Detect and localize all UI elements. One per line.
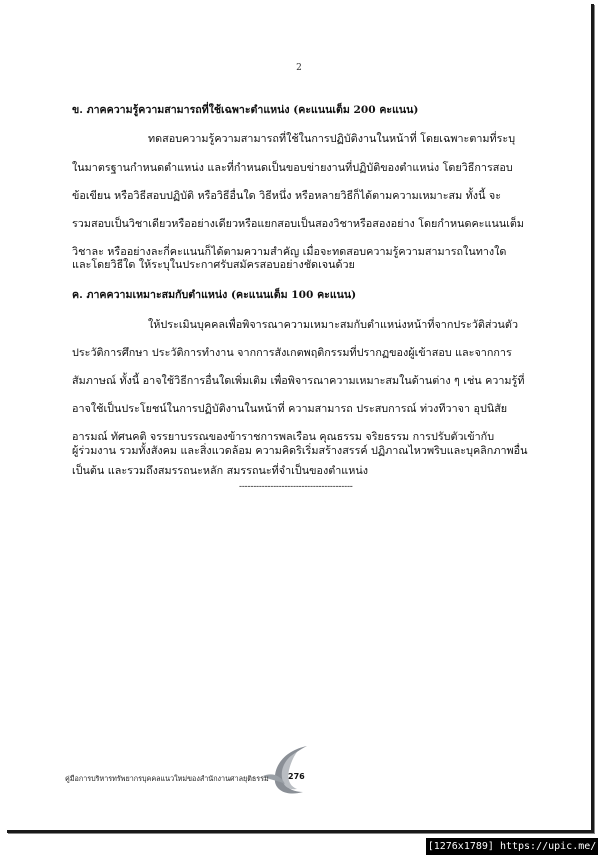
section-c-line: ประวัติการศึกษา ประวัติการทำงาน จากการสังเกตพฤติกรรมที่ปรากฏของผู้เข้าสอบ และจากการ bbox=[72, 346, 512, 359]
end-divider: ---------------------------------------- bbox=[239, 482, 353, 492]
section-b-line: และโดยวิธีใด ให้ระบุในประกาศรับสมัครสอบอย่างชัดเจนด้วย bbox=[72, 258, 355, 271]
section-c-line: ผู้ร่วมงาน รวมทั้งสังคม และสิ่งแวดล้อม ความคิดริเริ่มสร้างสรรค์ ปฏิภาณไหวพริบและบุคลิกภาพอื่น bbox=[72, 444, 528, 457]
section-c-heading: ค. ภาคความเหมาะสมกับตำแหน่ง (คะแนนเต็ม 100 คะแนน) bbox=[72, 289, 357, 301]
section-b-line: ทดสอบความรู้ความสามารถที่ใช้ในการปฏิบัติงานในหน้าที่ โดยเฉพาะตามที่ระบุ bbox=[148, 132, 516, 145]
section-b-line: ในมาตรฐานกำหนดตำแหน่ง และที่กำหนดเป็นขอบข่ายงานที่ปฏิบัติของตำแหน่ง โดยวิธีการสอบ bbox=[72, 161, 513, 174]
footer-title: คู่มือการบริหารทรัพยากรบุคคลแนวใหม่ของสำนักงานศาลยุติธรรม bbox=[65, 774, 269, 783]
watermark-label: [1276x1789] https://upic.me/ bbox=[426, 838, 598, 855]
footer-page-number: 276 bbox=[288, 772, 305, 781]
section-c-line: อาจใช้เป็นประโยชน์ในการปฏิบัติงานในหน้าที่ ความสามารถ ประสบการณ์ ท่วงทีวาจา อุปนิสัย bbox=[72, 402, 508, 415]
section-c-line: ให้ประเมินบุคคลเพื่อพิจารณาความเหมาะสมกับตำแหน่งหน้าที่จากประวัติส่วนตัว bbox=[148, 318, 519, 331]
section-c-line: อารมณ์ ทัศนคติ จรรยาบรรณของข้าราชการพลเรือน คุณธรรม จริยธรรม การปรับตัวเข้ากับ bbox=[72, 430, 495, 443]
section-b-heading: ข. ภาคความรู้ความสามารถที่ใช้เฉพาะตำแหน่ง (คะแนนเต็ม 200 คะแนน) bbox=[72, 104, 419, 116]
page-number: 2 bbox=[296, 63, 302, 73]
section-b-line: รวมสอบเป็นวิชาเดียวหรืออย่างเดียวหรือแยกสอบเป็นสองวิชาหรือสองอย่าง โดยกำหนดคะแนนเต็ม bbox=[72, 217, 525, 230]
section-b-line: ข้อเขียน หรือวิธีสอบปฏิบัติ หรือวิธีอื่นใด วิธีหนึ่ง หรือหลายวิธีก็ได้ตามความเหมาะสม ทั้งนี้ จะ bbox=[72, 189, 502, 202]
section-c-line: เป็นต้น และรวมถึงสมรรถนะหลัก สมรรถนะที่จำเป็นของตำแหน่ง bbox=[72, 464, 369, 477]
section-b-line: วิชาละ หรืออย่างละกี่คะแนนก็ได้ตามความสำคัญ เมื่อจะทดสอบความรู้ความสามารถในทางใด bbox=[72, 245, 507, 258]
section-c-line: สัมภาษณ์ ทั้งนี้ อาจใช้วิธีการอื่นใดเพิ่มเติม เพื่อพิจารณาความเหมาะสมในด้านต่าง ๆ เช่น ความรู้ที่ bbox=[72, 374, 525, 387]
court-logo-icon bbox=[259, 742, 321, 798]
document-page bbox=[7, 4, 594, 833]
